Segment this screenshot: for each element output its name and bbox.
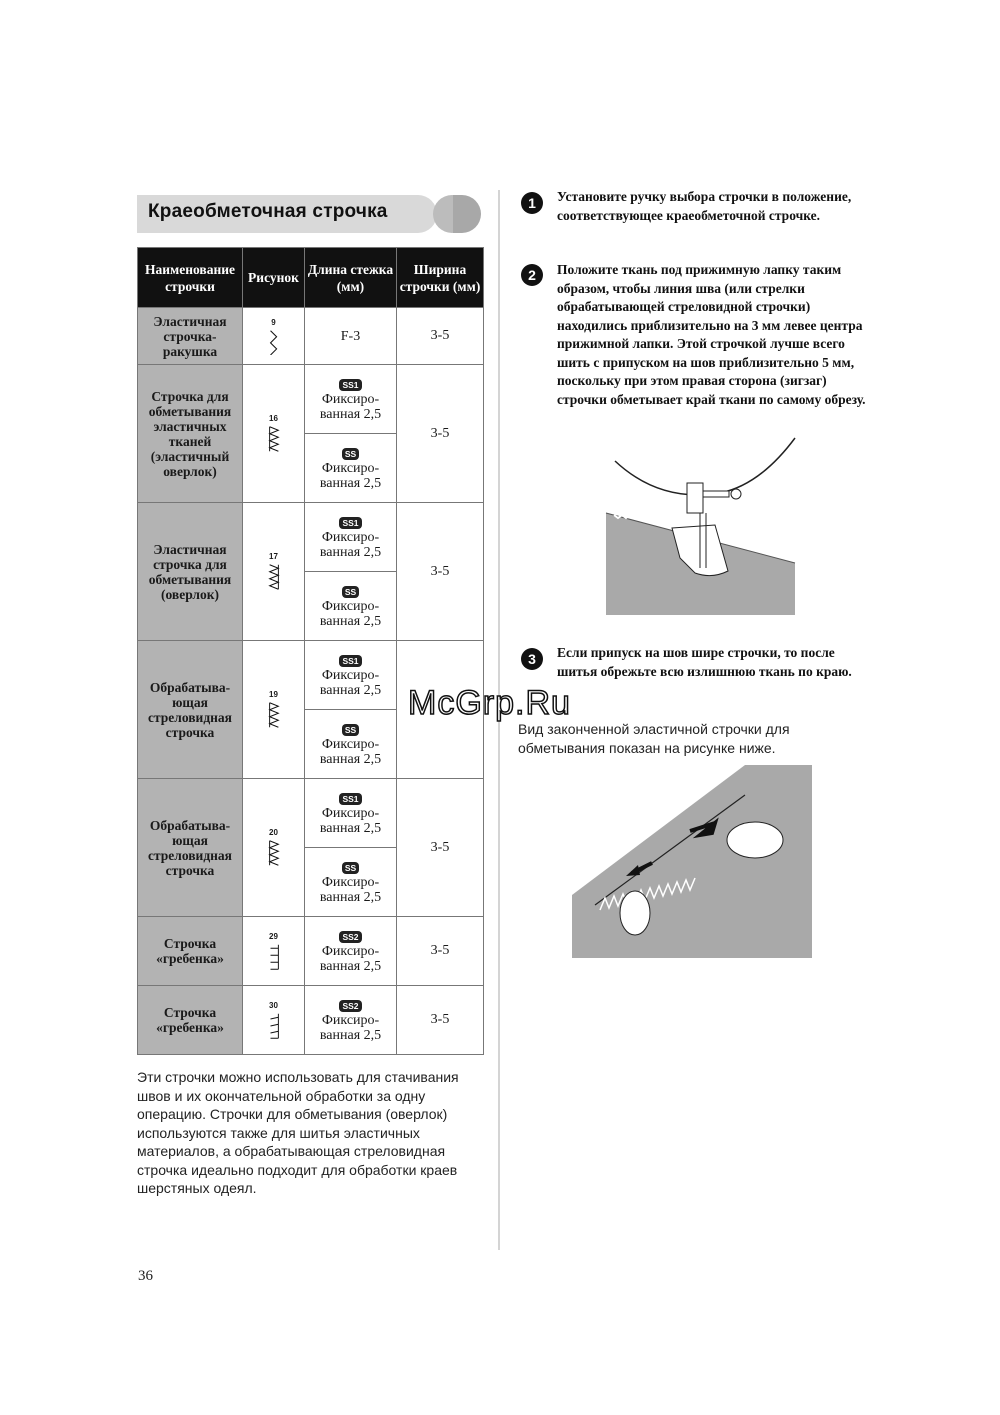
blanket-stitch-icon [267, 1012, 281, 1040]
stitch-name: Строчка для обметывания эластичных тканей (эластичный оверлок) [138, 365, 243, 503]
stitch-length [305, 848, 397, 917]
table-row [138, 503, 484, 572]
pattern-number: 17 [269, 552, 278, 561]
arrow-stitch-icon [267, 839, 281, 867]
length-value: Фиксиро-ванная 2,5 [319, 391, 382, 422]
header-picture: Рисунок [243, 248, 305, 308]
overlock-stitch-icon [267, 563, 281, 591]
header-width: Ширина строчки (мм) [397, 248, 484, 308]
step-number-1: 1 [521, 192, 543, 214]
length-value: Фиксиро-ванная 2,5 [319, 805, 382, 836]
stitch-length [305, 710, 397, 779]
pattern-number: 29 [269, 931, 278, 941]
stitch-width: 3-5 [397, 917, 484, 986]
presser-foot-badge: SS1 [339, 793, 361, 805]
presser-foot-badge: SS [342, 862, 359, 874]
table-row [138, 917, 484, 986]
stitch-length [305, 917, 397, 986]
presser-foot-badge: SS1 [339, 517, 361, 529]
page-number: 36 [138, 1268, 153, 1284]
presser-foot-badge: SS2 [339, 931, 361, 943]
stitch-width: 3-5 [397, 308, 484, 365]
stitch-width: 3-5 [397, 365, 484, 503]
stitch-name: Эластичная строчка для обметывания (оверлок) [138, 503, 243, 641]
stitch-length [305, 986, 397, 1055]
table-row [138, 308, 484, 365]
stitch-length [305, 365, 397, 434]
step-number-3: 3 [521, 648, 543, 670]
pattern-number: 30 [269, 1000, 278, 1010]
length-value: Фиксиро-ванная 2,5 [319, 943, 382, 974]
stitch-length [305, 434, 397, 503]
length-value: Фиксиро-ванная 2,5 [319, 460, 382, 491]
stitch-width: 3-5 [397, 779, 484, 917]
finished-stitch-illustration [570, 765, 815, 960]
stitch-pattern-cell [243, 779, 305, 917]
length-value: Фиксиро-ванная 2,5 [319, 667, 382, 698]
stitch-pattern-cell [243, 917, 305, 986]
presser-foot-badge: SS [342, 586, 359, 598]
length-value: Фиксиро-ванная 2,5 [319, 736, 382, 767]
body-paragraph: Эти строчки можно использовать для стачивания швов и их окончательной обработки за одну операцию. Строчки для обметывания (оверлок) используются также для шитья эластичных материалов, а обрабатывающая стреловидная строчка идеально подходит для обработки краев шерстяных одеял. [137, 1069, 459, 1196]
step-text-1: Установите ручку выбора строчки в положение, соответствующее краеобметочной строчке. [557, 189, 852, 223]
stitch-pattern-cell [243, 503, 305, 641]
length-value: Фиксиро-ванная 2,5 [319, 1012, 382, 1043]
step-number-2: 2 [521, 264, 543, 286]
table-row [138, 986, 484, 1055]
length-value: Фиксиро-ванная 2,5 [319, 874, 382, 905]
presser-foot-badge: SS [342, 724, 359, 736]
length-value: Фиксиро-ванная 2,5 [319, 529, 382, 560]
arrow-stitch-icon [267, 701, 281, 729]
table-row [138, 779, 484, 848]
watermark: McGrp.Ru [408, 684, 571, 722]
illustration-caption: Вид законченной эластичной строчки для обметывания показан на рисунке ниже. [518, 721, 790, 756]
stitch-name: Строчка «гребенка» [138, 986, 243, 1055]
pattern-number: 20 [269, 828, 278, 837]
stitch-length [305, 572, 397, 641]
stitch-width: 3-5 [397, 503, 484, 641]
stitch-pattern-cell [243, 308, 305, 365]
presser-foot-badge: SS1 [339, 379, 361, 391]
stitch-width: 3-5 [397, 986, 484, 1055]
presser-foot-badge: SS2 [339, 1000, 361, 1012]
table-row [138, 365, 484, 434]
presser-foot-illustration [600, 433, 815, 618]
stitch-pattern-cell [243, 365, 305, 503]
header-length: Длина стежка (мм) [305, 248, 397, 308]
stitch-length [305, 779, 397, 848]
stitch-pattern-cell [243, 986, 305, 1055]
step-text-3: Если припуск на шов шире строчки, то после шитья обрежьте всю излишнюю ткань по краю. [557, 645, 852, 679]
presser-foot-badge: SS [342, 448, 359, 460]
stitch-length: F-3 [305, 308, 397, 365]
step-text-2: Положите ткань под прижимную лапку таким образом, чтобы линия шва (или стрелки обрабатывающей стреловидной строчки) находились приблизительно на 3 мм левее центра прижимной лапки. Этой строчкой лучше всего шить с припуском на шов приблизительно 5 мм, поскольку при этом правая сторона (зигзаг) строчки обметывает край ткани по самому обрезу. [557, 262, 866, 407]
table-header-row [138, 248, 484, 308]
stitch-length [305, 641, 397, 710]
stitch-name: Эластичная строчка-ракушка [138, 308, 243, 365]
stitch-name: Строчка «гребенка» [138, 917, 243, 986]
presser-foot-badge: SS1 [339, 655, 361, 667]
stitch-name: Обрабатыва-ющая стреловидная строчка [138, 641, 243, 779]
overlock-stitch-icon [267, 425, 281, 453]
stitch-name: Обрабатыва-ющая стреловидная строчка [138, 779, 243, 917]
pattern-number: 16 [269, 414, 278, 423]
shell-stitch-icon [267, 329, 281, 355]
pattern-number: 9 [271, 317, 276, 327]
length-value: Фиксиро-ванная 2,5 [319, 598, 382, 629]
stitch-length [305, 503, 397, 572]
section-title-banner [137, 195, 481, 233]
blanket-stitch-icon [267, 943, 281, 971]
stitch-table [137, 247, 484, 1055]
header-name: Наименование строчки [138, 248, 243, 308]
section-title: Краеобметочная строчка [148, 201, 388, 222]
stitch-pattern-cell [243, 641, 305, 779]
pattern-number: 19 [269, 690, 278, 699]
